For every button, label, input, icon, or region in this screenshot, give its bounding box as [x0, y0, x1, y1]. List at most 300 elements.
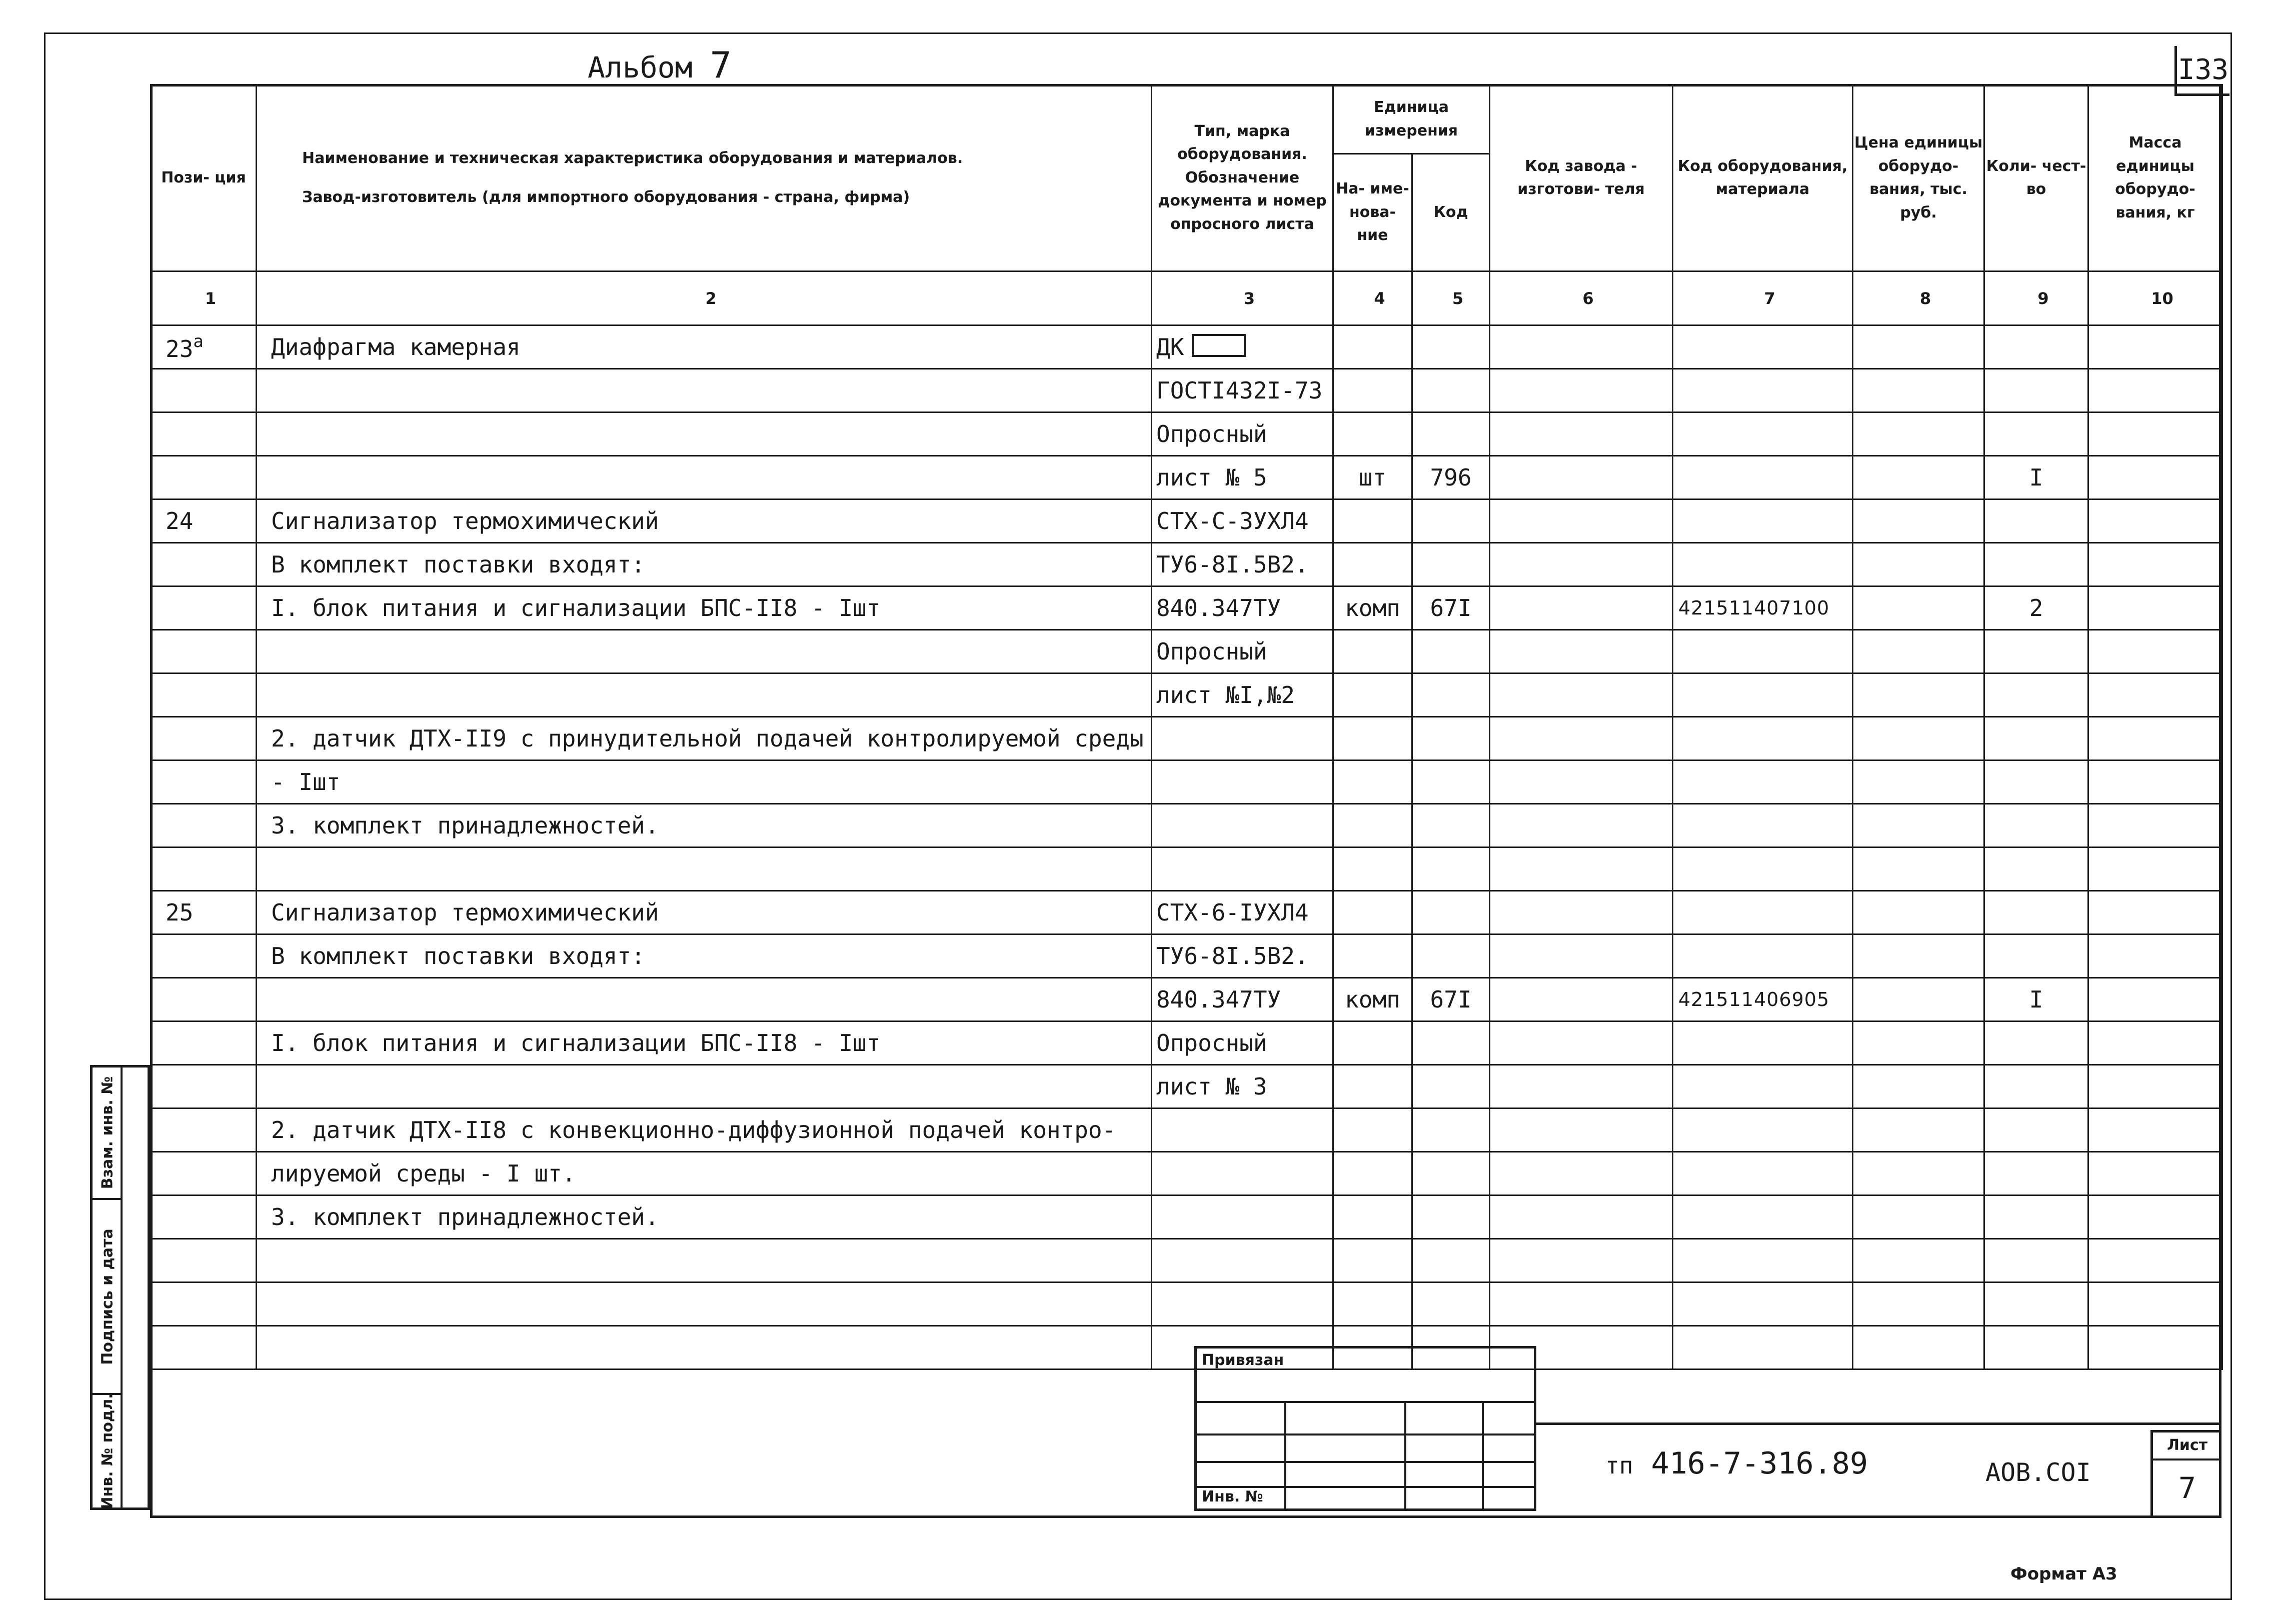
cell-unit-code	[1412, 1196, 1490, 1239]
cell-type	[1152, 326, 1333, 369]
cell-position	[151, 1152, 257, 1196]
cell-position	[151, 586, 257, 630]
cell-position	[151, 1196, 257, 1239]
cell-unit-name	[1333, 1239, 1412, 1282]
cell-factory-code	[1490, 1152, 1673, 1196]
cell-mass	[2088, 978, 2222, 1022]
cell-unit-code	[1412, 891, 1490, 934]
cell-quantity	[1984, 1239, 2088, 1282]
header-type: Тип, марка оборудования. Обозначение документа и номер опросного листа	[1152, 85, 1333, 272]
header-price: Цена единицы оборудо- вания, тыс. руб.	[1853, 85, 1984, 272]
cell-type	[1152, 1152, 1333, 1196]
cell-price	[1853, 804, 1984, 848]
cell-name	[257, 674, 1152, 717]
cell-quantity	[1984, 934, 2088, 978]
cell-unit-code	[1412, 326, 1490, 369]
cell-position	[151, 717, 257, 760]
cell-unit-name	[1333, 891, 1412, 934]
cell-unit-code	[1412, 543, 1490, 586]
cell-quantity	[1984, 630, 2088, 674]
cell-mass	[2088, 674, 2222, 717]
cell-unit-code	[1412, 1022, 1490, 1065]
header-factory-code: Код завода - изготови- теля	[1490, 85, 1673, 272]
table-row	[151, 586, 2222, 630]
cell-unit-code	[1412, 1065, 1490, 1108]
cell-mass	[2088, 717, 2222, 760]
cell-position	[151, 760, 257, 804]
cell-type	[1152, 674, 1333, 717]
cell-unit-code: 67I	[1412, 586, 1490, 630]
position-number: 24	[166, 508, 194, 534]
cell-quantity: I	[1984, 978, 2088, 1022]
cell-quantity	[1984, 1282, 2088, 1326]
cell-name: Сигнализатор термохимический	[257, 891, 1152, 934]
cell-unit-name	[1333, 674, 1412, 717]
cell-name	[257, 1065, 1152, 1108]
cell-type	[1152, 717, 1333, 760]
cell-position	[151, 1065, 257, 1108]
cell-quantity	[1984, 760, 2088, 804]
cell-material-code	[1673, 674, 1853, 717]
cell-price	[1853, 586, 1984, 630]
type-text: Опросный	[1156, 1030, 1267, 1056]
cell-name	[257, 456, 1152, 500]
cell-quantity	[1984, 326, 2088, 369]
cell-unit-code	[1412, 674, 1490, 717]
cell-unit-code	[1412, 804, 1490, 848]
cell-position	[151, 1108, 257, 1152]
cell-name: 2. датчик ДТХ-II8 с конвекционно-диффузионной подачей контро-	[257, 1108, 1152, 1152]
cell-name: Сигнализатор термохимический	[257, 500, 1152, 543]
header-position: Пози- ция	[151, 85, 257, 272]
cell-price	[1853, 1196, 1984, 1239]
cell-material-code: 421511407100	[1673, 586, 1853, 630]
cell-name	[257, 848, 1152, 891]
cell-position	[151, 978, 257, 1022]
cell-mass	[2088, 456, 2222, 500]
cell-position	[151, 412, 257, 456]
cell-position	[151, 1239, 257, 1282]
cell-mass	[2088, 1108, 2222, 1152]
header-name: Наименование и техническая характеристика оборудования и материалов. Завод-изготовитель (для импортного оборудования - страна, фирма)	[257, 85, 1152, 272]
cell-quantity	[1984, 543, 2088, 586]
cell-unit-name: комп	[1333, 978, 1412, 1022]
type-text: 840.347ТУ	[1156, 986, 1281, 1013]
cell-mass	[2088, 1196, 2222, 1239]
cell-unit-name	[1333, 1152, 1412, 1196]
cell-mass	[2088, 630, 2222, 674]
cell-quantity	[1984, 412, 2088, 456]
col-num: 6	[1490, 272, 1673, 326]
cell-price	[1853, 326, 1984, 369]
cell-quantity	[1984, 1196, 2088, 1239]
cell-material-code	[1673, 1108, 1853, 1152]
cell-quantity	[1984, 1108, 2088, 1152]
cell-material-code	[1673, 1065, 1853, 1108]
cell-name: лируемой среды - I шт.	[257, 1152, 1152, 1196]
cell-factory-code	[1490, 978, 1673, 1022]
cell-type	[1152, 369, 1333, 412]
col-num: 9	[1984, 272, 2088, 326]
cell-name: 2. датчик ДТХ-II9 с принудительной подачей контролируемой среды	[257, 717, 1152, 760]
cell-name	[257, 1326, 1152, 1370]
cell-quantity	[1984, 1152, 2088, 1196]
cell-position	[151, 1326, 257, 1370]
cell-mass	[2088, 1282, 2222, 1326]
table-row	[151, 500, 2222, 543]
sheet-number: 7	[2178, 1471, 2196, 1505]
table-row	[151, 630, 2222, 674]
cell-type	[1152, 848, 1333, 891]
cell-material-code	[1673, 1196, 1853, 1239]
cell-factory-code	[1490, 1022, 1673, 1065]
cell-unit-code	[1412, 1239, 1490, 1282]
cell-position	[151, 1022, 257, 1065]
cell-unit-code	[1412, 369, 1490, 412]
cell-price	[1853, 369, 1984, 412]
document-code: АОВ.COI	[1985, 1458, 2091, 1487]
cell-type	[1152, 586, 1333, 630]
cell-mass	[2088, 891, 2222, 934]
cell-unit-code	[1412, 630, 1490, 674]
table-row	[151, 674, 2222, 717]
cell-mass	[2088, 586, 2222, 630]
title-block-line	[1536, 1422, 2221, 1425]
cell-factory-code	[1490, 456, 1673, 500]
cell-material-code	[1673, 456, 1853, 500]
cell-factory-code	[1490, 1239, 1673, 1282]
cell-position	[151, 543, 257, 586]
cell-material-code	[1673, 891, 1853, 934]
position-superscript: а	[193, 332, 204, 352]
type-text: 840.347ТУ	[1156, 594, 1281, 622]
cell-factory-code	[1490, 804, 1673, 848]
table-row	[151, 1108, 2222, 1152]
cell-position	[151, 674, 257, 717]
cell-price	[1853, 674, 1984, 717]
cell-factory-code	[1490, 543, 1673, 586]
page-number: I33	[2174, 46, 2229, 96]
cell-name	[257, 1239, 1152, 1282]
cell-unit-name	[1333, 848, 1412, 891]
cell-type	[1152, 1108, 1333, 1152]
cell-name	[257, 1282, 1152, 1326]
cell-unit-name	[1333, 369, 1412, 412]
cell-quantity	[1984, 1326, 2088, 1370]
cell-material-code	[1673, 848, 1853, 891]
cell-unit-name	[1333, 1022, 1412, 1065]
position-number: 25	[166, 899, 194, 926]
cell-material-code	[1673, 760, 1853, 804]
cell-unit-name	[1333, 934, 1412, 978]
cell-unit-name	[1333, 500, 1412, 543]
cell-name: 3. комплект принадлежностей.	[257, 1196, 1152, 1239]
cell-unit-code	[1412, 934, 1490, 978]
header-unit-name: На- име- нова- ние	[1333, 154, 1412, 272]
cell-quantity	[1984, 500, 2088, 543]
cell-position	[151, 848, 257, 891]
table-row	[151, 978, 2222, 1022]
cell-type	[1152, 1065, 1333, 1108]
col-num: 2	[257, 272, 1152, 326]
cell-name: В комплект поставки входят:	[257, 934, 1152, 978]
cell-position	[151, 500, 257, 543]
header-unit: Единица измерения	[1333, 85, 1490, 154]
cell-unit-name	[1333, 804, 1412, 848]
type-text: лист № 3	[1156, 1073, 1267, 1100]
blank-field-box	[1192, 334, 1246, 357]
cell-type	[1152, 1282, 1333, 1326]
cell-unit-code	[1412, 1152, 1490, 1196]
cell-name	[257, 630, 1152, 674]
cell-price	[1853, 934, 1984, 978]
cell-price	[1853, 1326, 1984, 1370]
cell-mass	[2088, 848, 2222, 891]
cell-type	[1152, 500, 1333, 543]
sheet-box	[2150, 1430, 2221, 1518]
cell-name	[257, 978, 1152, 1022]
cell-material-code	[1673, 804, 1853, 848]
type-text: ТУ6-8I.5В2.	[1156, 551, 1309, 578]
sheet-label: Лист	[2153, 1432, 2221, 1460]
cell-quantity	[1984, 1065, 2088, 1108]
album-label: Альбом 7	[588, 44, 732, 86]
cell-unit-code	[1412, 848, 1490, 891]
cell-factory-code	[1490, 891, 1673, 934]
cell-unit-code	[1412, 500, 1490, 543]
cell-position	[151, 630, 257, 674]
cell-position	[151, 804, 257, 848]
cell-position	[151, 934, 257, 978]
col-num: 4	[1333, 272, 1412, 326]
cell-type	[1152, 978, 1333, 1022]
cell-unit-code	[1412, 717, 1490, 760]
table-row	[151, 1022, 2222, 1065]
type-text: ГОСТI432I-73	[1156, 377, 1323, 404]
cell-price	[1853, 543, 1984, 586]
table-row	[151, 1152, 2222, 1196]
cell-quantity	[1984, 369, 2088, 412]
cell-quantity: I	[1984, 456, 2088, 500]
cell-factory-code	[1490, 1196, 1673, 1239]
table-row	[151, 1282, 2222, 1326]
cell-unit-name	[1333, 630, 1412, 674]
cell-unit-code	[1412, 760, 1490, 804]
cell-type	[1152, 412, 1333, 456]
binding-stamp	[1194, 1346, 1536, 1511]
cell-unit-name: комп	[1333, 586, 1412, 630]
type-text: лист № 5	[1156, 464, 1267, 491]
cell-type	[1152, 760, 1333, 804]
table-row	[151, 848, 2222, 891]
cell-unit-code	[1412, 1282, 1490, 1326]
cell-material-code	[1673, 1282, 1853, 1326]
table-row	[151, 1196, 2222, 1239]
table-row	[151, 369, 2222, 412]
cell-name: - Iшт	[257, 760, 1152, 804]
cell-mass	[2088, 760, 2222, 804]
cell-name	[257, 412, 1152, 456]
table-row	[151, 891, 2222, 934]
cell-price	[1853, 1152, 1984, 1196]
table-row	[151, 456, 2222, 500]
cell-mass	[2088, 1152, 2222, 1196]
cell-type	[1152, 1022, 1333, 1065]
binding-stamp-title: Привязан	[1202, 1352, 1284, 1369]
cell-unit-name	[1333, 1065, 1412, 1108]
cell-price	[1853, 1108, 1984, 1152]
column-number-row	[151, 272, 2222, 326]
cell-factory-code	[1490, 848, 1673, 891]
header-unit-code: Код	[1412, 154, 1490, 272]
type-text: лист №I,№2	[1156, 682, 1295, 708]
cell-unit-name	[1333, 1282, 1412, 1326]
cell-factory-code	[1490, 369, 1673, 412]
cell-price	[1853, 1282, 1984, 1326]
cell-mass	[2088, 543, 2222, 586]
cell-name: I. блок питания и сигнализации БПС-II8 - Iшт	[257, 1022, 1152, 1065]
cell-material-code	[1673, 1152, 1853, 1196]
cell-price	[1853, 630, 1984, 674]
cell-mass	[2088, 1065, 2222, 1108]
cell-mass	[2088, 369, 2222, 412]
cell-price	[1853, 1239, 1984, 1282]
cell-unit-code	[1412, 1108, 1490, 1152]
cell-mass	[2088, 412, 2222, 456]
table-row	[151, 1326, 2222, 1370]
sidebar-inv-sub: Инв. № подл.	[99, 1393, 117, 1510]
cell-unit-code: 796	[1412, 456, 1490, 500]
table-row	[151, 326, 2222, 369]
cell-quantity	[1984, 717, 2088, 760]
cell-quantity	[1984, 891, 2088, 934]
header-material-code: Код оборудования, материала	[1673, 85, 1853, 272]
cell-position	[151, 369, 257, 412]
type-text: СТХ-6-IУХЛ4	[1156, 899, 1309, 926]
cell-material-code	[1673, 717, 1853, 760]
cell-type	[1152, 934, 1333, 978]
cell-quantity: 2	[1984, 586, 2088, 630]
header-mass: Масса единицы оборудо- вания, кг	[2088, 85, 2222, 272]
cell-mass	[2088, 1022, 2222, 1065]
cell-mass	[2088, 804, 2222, 848]
cell-unit-name: шт	[1333, 456, 1412, 500]
cell-quantity	[1984, 674, 2088, 717]
cell-factory-code	[1490, 500, 1673, 543]
cell-material-code	[1673, 934, 1853, 978]
sidebar-replace-inv: Взам. инв. №	[93, 1068, 123, 1200]
table-row	[151, 934, 2222, 978]
table-row	[151, 1065, 2222, 1108]
col-num: 1	[151, 272, 257, 326]
binding-stamp-inv: Инв. №	[1202, 1488, 1263, 1506]
header-quantity: Коли- чест- во	[1984, 85, 2088, 272]
table-row	[151, 760, 2222, 804]
cell-unit-name	[1333, 717, 1412, 760]
cell-price	[1853, 891, 1984, 934]
cell-quantity	[1984, 804, 2088, 848]
col-num: 3	[1152, 272, 1333, 326]
cell-factory-code	[1490, 412, 1673, 456]
cell-factory-code	[1490, 717, 1673, 760]
cell-quantity	[1984, 848, 2088, 891]
cell-factory-code	[1490, 1282, 1673, 1326]
paper-format: Формат А3	[2010, 1564, 2117, 1584]
cell-type	[1152, 891, 1333, 934]
table-row	[151, 412, 2222, 456]
cell-mass	[2088, 934, 2222, 978]
cell-mass	[2088, 1326, 2222, 1370]
cell-type	[1152, 543, 1333, 586]
cell-position	[151, 456, 257, 500]
cell-position	[151, 1282, 257, 1326]
cell-name: Диафрагма камерная	[257, 326, 1152, 369]
cell-factory-code	[1490, 934, 1673, 978]
cell-price	[1853, 848, 1984, 891]
type-text: ТУ6-8I.5В2.	[1156, 942, 1309, 970]
cell-price	[1853, 500, 1984, 543]
cell-name: В комплект поставки входят:	[257, 543, 1152, 586]
cell-factory-code	[1490, 586, 1673, 630]
col-num: 7	[1673, 272, 1853, 326]
sidebar-stamp	[90, 1065, 150, 1510]
cell-name	[257, 369, 1152, 412]
cell-unit-name	[1333, 412, 1412, 456]
cell-name: 3. комплект принадлежностей.	[257, 804, 1152, 848]
cell-material-code	[1673, 1239, 1853, 1282]
spec-table	[150, 84, 2223, 1370]
cell-type	[1152, 1196, 1333, 1239]
cell-factory-code	[1490, 760, 1673, 804]
cell-price	[1853, 1065, 1984, 1108]
col-num: 8	[1853, 272, 1984, 326]
cell-material-code	[1673, 500, 1853, 543]
type-text: СТХ-С-3УХЛ4	[1156, 508, 1309, 534]
cell-unit-code: 67I	[1412, 978, 1490, 1022]
cell-price	[1853, 1022, 1984, 1065]
cell-unit-name	[1333, 1196, 1412, 1239]
cell-material-code	[1673, 1326, 1853, 1370]
cell-type	[1152, 804, 1333, 848]
type-text: Опросный	[1156, 420, 1267, 448]
table-row	[151, 804, 2222, 848]
cell-factory-code	[1490, 1065, 1673, 1108]
position-number: 23	[166, 336, 194, 362]
cell-material-code	[1673, 630, 1853, 674]
cell-material-code	[1673, 326, 1853, 369]
cell-factory-code	[1490, 326, 1673, 369]
cell-material-code	[1673, 412, 1853, 456]
cell-factory-code	[1490, 630, 1673, 674]
cell-factory-code	[1490, 1108, 1673, 1152]
cell-position	[151, 891, 257, 934]
cell-quantity	[1984, 1022, 2088, 1065]
cell-mass	[2088, 326, 2222, 369]
type-text: Опросный	[1156, 638, 1267, 665]
col-num: 10	[2088, 272, 2222, 326]
cell-unit-name	[1333, 760, 1412, 804]
cell-position	[151, 326, 257, 369]
sidebar-sign-date: Подпись и дата	[93, 1200, 123, 1395]
table-row	[151, 543, 2222, 586]
cell-price	[1853, 760, 1984, 804]
cell-type	[1152, 1239, 1333, 1282]
cell-unit-name	[1333, 543, 1412, 586]
cell-material-code	[1673, 543, 1853, 586]
cell-material-code	[1673, 1022, 1853, 1065]
cell-price	[1853, 717, 1984, 760]
cell-type	[1152, 630, 1333, 674]
